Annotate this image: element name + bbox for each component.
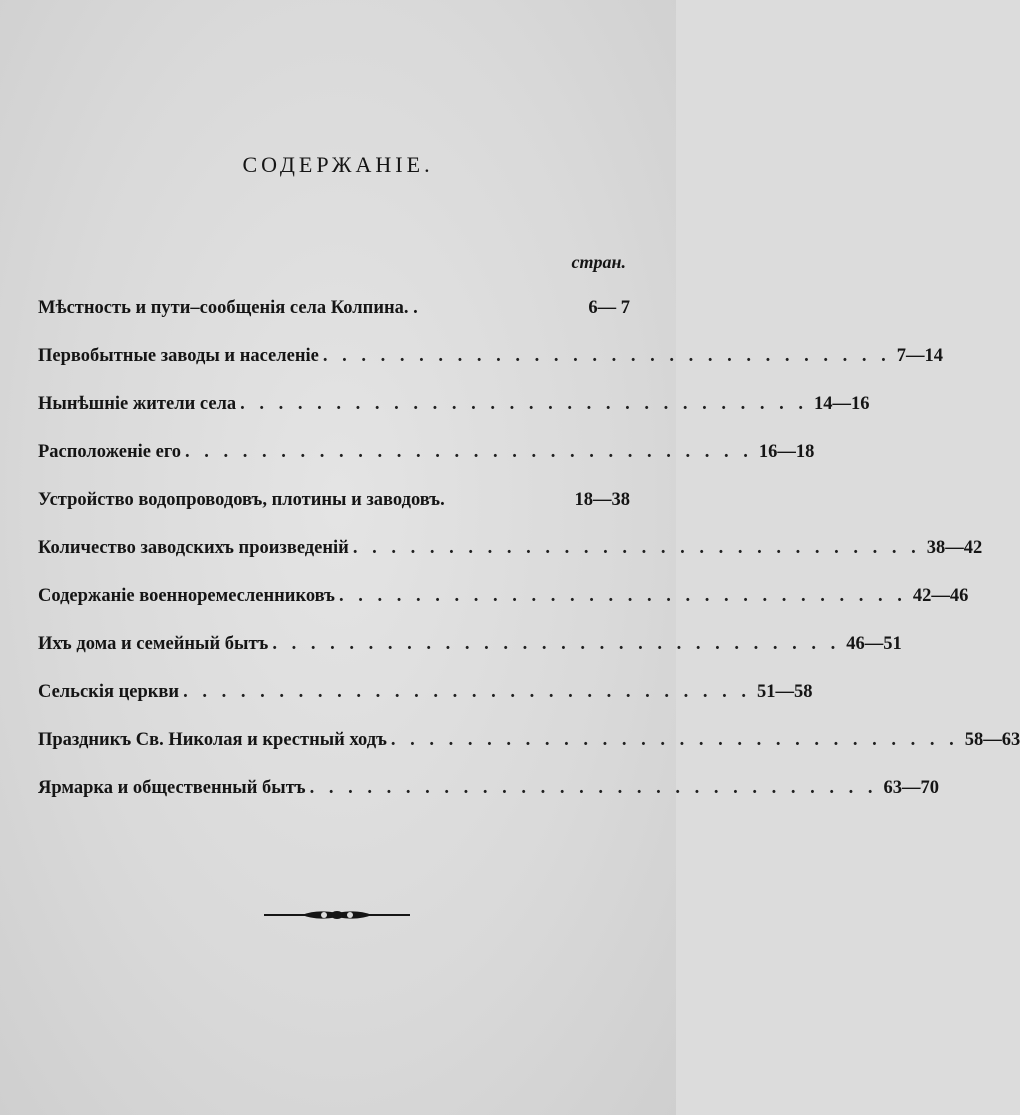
toc-entry-pages: 58—63 (964, 730, 1020, 750)
toc-leader: . . . . . . . . . . . . . . . . . . . . . . . . . . . . . . (352, 538, 921, 558)
decorative-rule-icon (262, 900, 412, 930)
toc-entry (38, 722, 1020, 770)
toc-entry-pages: 18—38 (574, 490, 630, 510)
toc-entry-pages: 42—46 (912, 586, 969, 606)
toc-entry-title: Содержаніе военноремесленниковъ (38, 586, 335, 606)
toc-entry-title: Расположеніе его (38, 442, 182, 462)
toc-entry-pages: 16—18 (758, 442, 815, 462)
toc-entry-title: Сельскія церкви (38, 682, 180, 702)
toc-leader: . . . . . . . . . . . . . . . . . . . . . . . . . . . . . . (390, 730, 959, 750)
toc-entry-pages: 38—42 (926, 538, 983, 558)
toc-leader: . . . . . . . . . . . . . . . . . . . . . . . . . . . . . . (185, 442, 753, 462)
toc-entry-title: Устройство водопроводовъ, плотины и заводовъ. (38, 490, 445, 510)
toc-entry (38, 338, 943, 386)
toc-entry (38, 626, 902, 674)
toc-entry-pages: 14—16 (814, 394, 870, 414)
toc-leader: . . . . . . . . . . . . . . . . . . . . . . . . . . . . . . (272, 634, 841, 654)
toc-entry-title: Ихъ дома и семейный бытъ (38, 634, 269, 654)
toc-leader: . . . . . . . . . . . . . . . . . . . . . . . . . . . . . . (240, 394, 809, 414)
toc-entry-title: Нынѣшніе жители села (38, 394, 237, 414)
page-column-header: стран. (571, 252, 626, 272)
toc-entry (38, 530, 983, 578)
toc-entry-pages: 63—70 (883, 778, 939, 798)
toc-entry (38, 578, 969, 626)
toc-leader: . . . . . . . . . . . . . . . . . . . . . . . . . . . . . . (338, 586, 907, 606)
toc-leader: . . . . . . . . . . . . . . . . . . . . . . . . . . . . . . (183, 682, 751, 702)
toc-entry-pages: 46—51 (846, 634, 902, 654)
toc-entry-title: Праздникъ Св. Николая и крестный ходъ (38, 730, 387, 750)
toc-entry-title: Ярмарка и общественный бытъ (38, 778, 306, 798)
toc-leader: . . . . . . . . . . . . . . . . . . . . . . . . . . . . . . (322, 346, 891, 366)
toc-entry (38, 434, 815, 482)
toc-entry-title: Мѣстность и пути–сообщенія села Колпина. . (38, 298, 418, 318)
toc-entry-pages: 7—14 (896, 346, 943, 366)
toc-entry (38, 290, 630, 338)
toc-entry (38, 770, 939, 818)
toc-leader: . . . . . . . . . . . . . . . . . . . . . . . . . . . . . . (309, 778, 878, 798)
toc-entry (38, 674, 813, 722)
toc-entry-title: Первобытные заводы и населеніе (38, 346, 319, 366)
table-of-contents (38, 290, 1020, 818)
toc-entry-pages: 6— 7 (588, 298, 630, 318)
toc-entry (38, 386, 870, 434)
page-title: СОДЕРЖАНІЕ. (242, 152, 434, 177)
toc-entry-pages: 51—58 (756, 682, 813, 702)
toc-entry-title: Количество заводскихъ произведеній (38, 538, 349, 558)
toc-entry (38, 482, 630, 530)
